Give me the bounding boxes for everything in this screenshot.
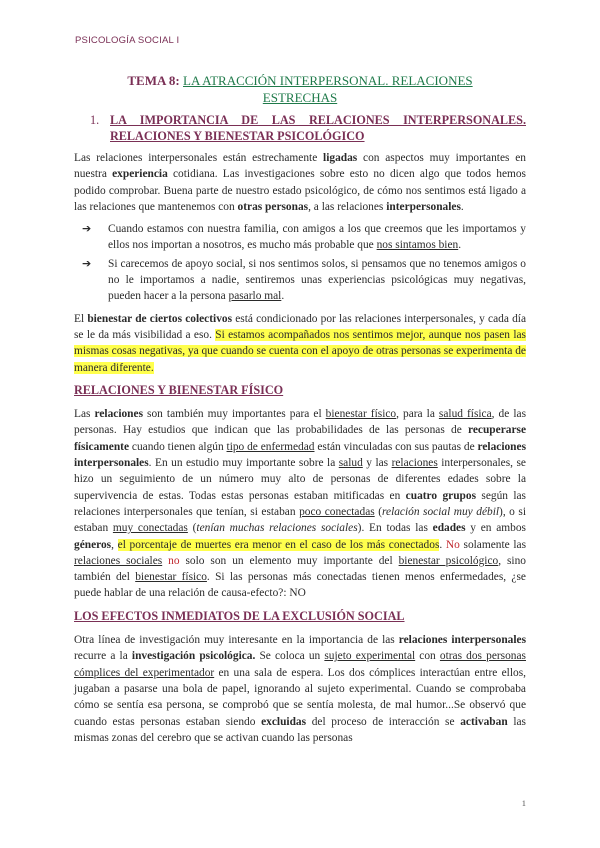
section-title: LA IMPORTANCIA DE LAS RELACIONES INTERPERSONALES. RELACIONES Y BIENESTAR PSICOLÓGICO <box>110 113 526 143</box>
paragraph-physical: Las relaciones son también muy importantes para el bienestar físico, para la salud física, de las personas. Hay estudios que indican que las probabilidades de las personas de recuperarse físicamente cuando tienen algún tipo de enfermedad están vinculadas con sus pautas de relaciones interpersonales. En un estudio muy importante sobre la salud y las relaciones interpersonales, se hizo un seguimiento de un número muy alto de personas de diferentes edades sobre la supervivencia de estas. Todas estas personas estaban mitificadas en cuatro grupos según las relaciones interpersonales que tenían, si estaban poco conectadas (relación social muy débil), o si estaban muy conectadas (tenían muchas relaciones sociales). En todas las edades y en ambos géneros, el porcentaje de muertes era menor en el caso de los más conectados. No solamente las relaciones sociales no solo son un elemento muy importante del bienestar psicológico, sino también del bienestar físico. Si las personas más conectadas tienen menos enfermedades, ¿se puede hablar de una relación de causa-efecto?: NO <box>74 408 527 600</box>
page-title <box>114 72 486 106</box>
list-item: ➔ Cuando estamos con nuestra familia, con amigos a los que creemos que les importamos y ellos nos importan a nosotros, es mucho más probable que nos sintamos bien. <box>82 222 526 252</box>
section-heading-2: RELACIONES Y BIENESTAR FÍSICO <box>74 382 284 397</box>
page-number: 1 <box>521 798 526 808</box>
section-number: 1. <box>90 113 100 127</box>
page-header: PSICOLOGÍA SOCIAL I <box>75 35 180 46</box>
section-heading-1 <box>74 112 526 144</box>
highlighted-text: el porcentaje de muertes era menor en el caso de los más conectados <box>117 538 440 551</box>
paragraph-intro: Las relaciones interpersonales están estrechamente ligadas con aspectos muy importantes en nuestra experiencia cotidiana. Las investigaciones sobre esto no dicen algo que todos hemos podido comprobar. Buena parte de nuestro estado psicológico, de cómo nos sentimos está ligado a las relaciones que mantenemos con otras personas, a las relaciones interpersonales. <box>74 152 526 213</box>
paragraph-wellbeing: El bienestar de ciertos colectivos está condicionado por las relaciones interpersonales, y cada día se le da más visibilidad a eso. Si estamos acompañados nos sentimos mejor, aunque nos pasen las mismas cosas negativas, ya que cuando se cuenta con el apoyo de otras personas se experimenta de manera diferente. <box>74 312 526 374</box>
title-number: TEMA 8: <box>127 73 180 88</box>
highlighted-text: Si estamos acompañados nos sentimos mejor, aunque nos pasen las mismas cosas negativas, ya que cuando se cuenta con el apoyo de otras personas se experimenta de manera diferente. <box>74 328 526 374</box>
arrow-bullet-icon: ➔ <box>82 256 92 270</box>
bullet-list <box>74 221 526 304</box>
arrow-bullet-icon: ➔ <box>82 222 92 236</box>
list-item: ➔ Si carecemos de apoyo social, si nos sentimos solos, si pensamos que no tenemos amigos o no le importamos a nadie, sentiremos unas experiencias psicológicas muy negativas, pueden hacer a la persona pasarlo mal. <box>82 256 526 303</box>
section-heading-3: LOS EFECTOS INMEDIATOS DE LA EXCLUSIÓN SOCIAL <box>74 608 405 623</box>
paragraph-exclusion: Otra línea de investigación muy interesante en la importancia de las relaciones interpersonales recurre a la investigación psicológica. Se coloca un sujeto experimental con otras dos personas cómplices del experimentador en una sala de espera. Los dos cómplices interactúan entre ellos, jugaban a pasarse una bola de papel, ignorando al sujeto experimental. Cuando se comprobaba cómo se sentía esa persona, se comprobó que se sentía molesta, de mal humor...Se observó que cuando estas personas estaban siendo excluidas del proceso de interacción se activaban las mismas zonas del cerebro que se activan cuando las personas <box>74 634 526 744</box>
title-text: LA ATRACCIÓN INTERPERSONAL. RELACIONES ESTRECHAS <box>183 73 473 105</box>
document-body <box>74 72 526 752</box>
